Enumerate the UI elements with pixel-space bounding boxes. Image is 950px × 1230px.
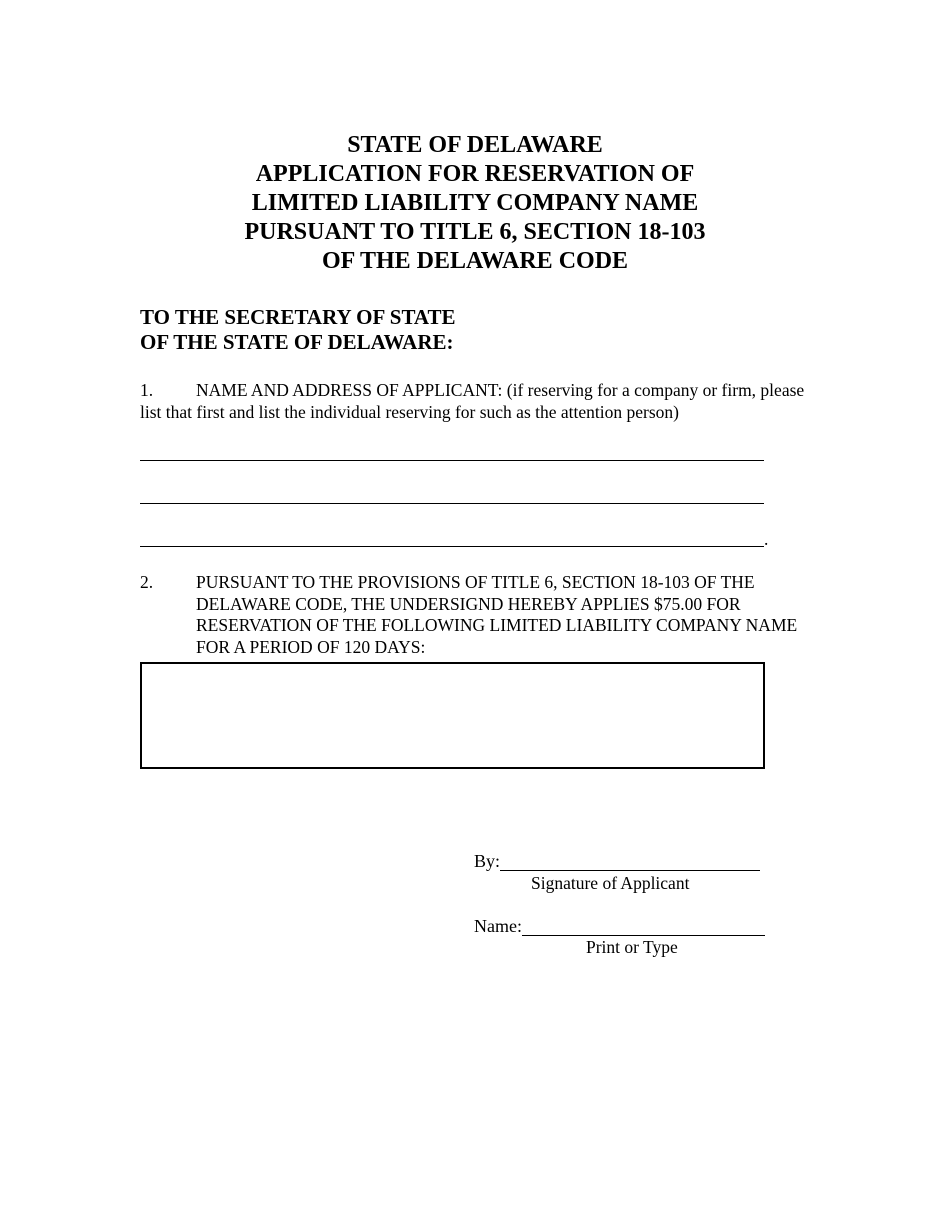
title-line: LIMITED LIABILITY COMPANY NAME xyxy=(251,190,699,216)
applicant-line-3[interactable] xyxy=(140,546,764,547)
line-end-period: . xyxy=(764,529,769,549)
signature-by-row xyxy=(474,851,760,871)
title-line: PURSUANT TO TITLE 6, SECTION 18-103 xyxy=(244,219,706,245)
title-line: STATE OF DELAWARE xyxy=(347,132,603,158)
applicant-line-1[interactable] xyxy=(140,460,764,461)
signature-name-row xyxy=(474,916,765,936)
title-line: APPLICATION FOR RESERVATION OF xyxy=(255,161,695,187)
salutation-line-1: TO THE SECRETARY OF STATE xyxy=(140,305,456,329)
section-1-text: NAME AND ADDRESS OF APPLICANT: (if reserving for a company or firm, please list that first and list the individual reserving for such as the attention person) xyxy=(140,380,805,422)
by-label: By: xyxy=(474,851,501,871)
name-label: Name: xyxy=(474,916,522,936)
signature-caption: Signature of Applicant xyxy=(531,873,690,893)
reserved-name-box[interactable] xyxy=(140,662,765,769)
name-caption: Print or Type xyxy=(586,937,678,957)
section-2-reservation xyxy=(140,572,820,658)
salutation xyxy=(140,305,456,355)
title-line: OF THE DELAWARE CODE xyxy=(321,248,629,274)
name-line[interactable] xyxy=(522,919,765,936)
document-title xyxy=(0,131,950,276)
signature-line[interactable] xyxy=(500,854,760,871)
applicant-line-2[interactable] xyxy=(140,503,764,504)
section-2-text: PURSUANT TO THE PROVISIONS OF TITLE 6, SECTION 18-103 OF THE DELAWARE CODE, THE UNDERSIGND HEREBY APPLIES $75.00 FOR RESERVATION OF THE FOLLOWING LIMITED LIABILITY COMPANY NAME FOR A PERIOD OF 120 DAYS: xyxy=(196,572,798,657)
salutation-line-2: OF THE STATE OF DELAWARE: xyxy=(140,330,454,354)
section-2-number: 2. xyxy=(140,572,154,592)
section-1-applicant xyxy=(140,379,820,423)
section-1-number: 1. xyxy=(140,380,154,400)
